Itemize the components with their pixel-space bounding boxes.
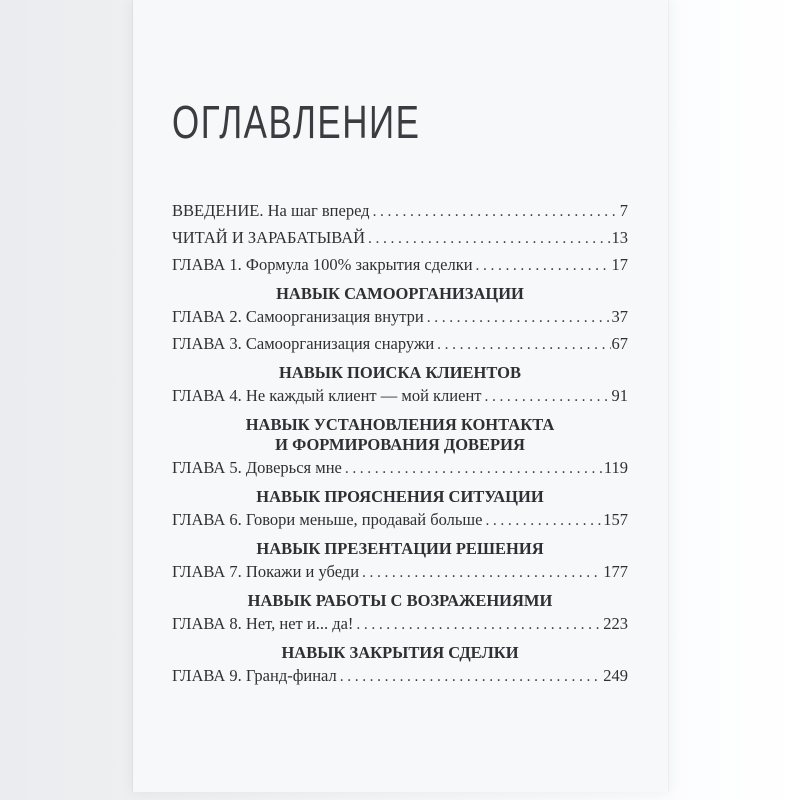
dot-leader [373, 198, 619, 225]
dot-leader [485, 507, 602, 534]
entry-label: ГЛАВА 8. Нет, нет и... да! [172, 614, 354, 633]
section-heading [172, 643, 628, 663]
section-heading [172, 487, 628, 507]
entry-label: ГЛАВА 6. Говори меньше, продавай больше [172, 510, 483, 529]
section-heading [172, 539, 628, 559]
section-heading [172, 284, 628, 304]
toc-entry [172, 383, 628, 410]
section-heading-line: НАВЫК ПРЕЗЕНТАЦИИ РЕШЕНИЯ [256, 539, 544, 558]
section-heading-line: НАВЫК ПОИСКА КЛИЕНТОВ [278, 363, 522, 382]
toc-entry [172, 507, 628, 534]
dot-leader [437, 331, 610, 358]
entry-page-number: 13 [611, 228, 628, 247]
dot-leader [485, 383, 611, 410]
entry-page-number: 119 [603, 458, 628, 477]
dot-leader [368, 225, 610, 252]
toc-entry [172, 198, 628, 225]
entry-label: ГЛАВА 1. Формула 100% закрытия сделки [172, 255, 473, 274]
toc-entry [172, 252, 628, 279]
toc-entry [172, 331, 628, 358]
toc-entry [172, 225, 628, 252]
dot-leader [345, 455, 603, 482]
entry-page-number: 67 [611, 334, 628, 353]
dot-leader [340, 663, 602, 690]
dot-leader [356, 611, 602, 638]
entry-page-number: 91 [611, 386, 628, 405]
entry-label: ГЛАВА 4. Не каждый клиент — мой клиент [172, 386, 482, 405]
section-heading-line: НАВЫК САМООРГАНИЗАЦИИ [276, 284, 524, 303]
entry-page-number: 157 [603, 510, 628, 529]
section-heading-line: НАВЫК ЗАКРЫТИЯ СДЕЛКИ [281, 643, 519, 662]
section-heading-line: И ФОРМИРОВАНИЯ ДОВЕРИЯ [275, 435, 525, 454]
entry-page-number: 37 [611, 307, 628, 326]
section-heading-line: НАВЫК УСТАНОВЛЕНИЯ КОНТАКТА [245, 415, 555, 434]
page-title: ОГЛАВЛЕНИЕ [172, 96, 421, 148]
toc-entry [172, 663, 628, 690]
entry-label: ГЛАВА 9. Гранд-финал [172, 666, 337, 685]
book-page [133, 0, 668, 792]
toc-entry [172, 559, 628, 586]
entry-label: ГЛАВА 5. Доверься мне [172, 458, 342, 477]
dot-leader [476, 252, 611, 279]
entry-label: ЧИТАЙ И ЗАРАБАТЫВАЙ [172, 228, 366, 247]
entry-label: ВВЕДЕНИЕ. На шаг вперед [172, 201, 370, 220]
toc-entry [172, 304, 628, 331]
toc-entry [172, 455, 628, 482]
entry-label: ГЛАВА 3. Самоорганизация снаружи [172, 334, 435, 353]
entry-label: ГЛАВА 2. Самоорганизация внутри [172, 307, 424, 326]
dot-leader [427, 304, 611, 331]
entry-page-number: 17 [611, 255, 628, 274]
entry-page-number: 223 [603, 614, 628, 633]
section-heading-line: НАВЫК ПРОЯСНЕНИЯ СИТУАЦИИ [256, 487, 544, 506]
section-heading-line: НАВЫК РАБОТЫ С ВОЗРАЖЕНИЯМИ [247, 591, 553, 610]
section-heading [172, 415, 628, 455]
table-of-contents [172, 198, 628, 690]
entry-page-number: 249 [603, 666, 628, 685]
toc-entry [172, 611, 628, 638]
entry-label: ГЛАВА 7. Покажи и убеди [172, 562, 360, 581]
entry-page-number: 177 [603, 562, 628, 581]
dot-leader [362, 559, 602, 586]
section-heading [172, 591, 628, 611]
entry-page-number: 7 [619, 201, 628, 220]
section-heading [172, 363, 628, 383]
